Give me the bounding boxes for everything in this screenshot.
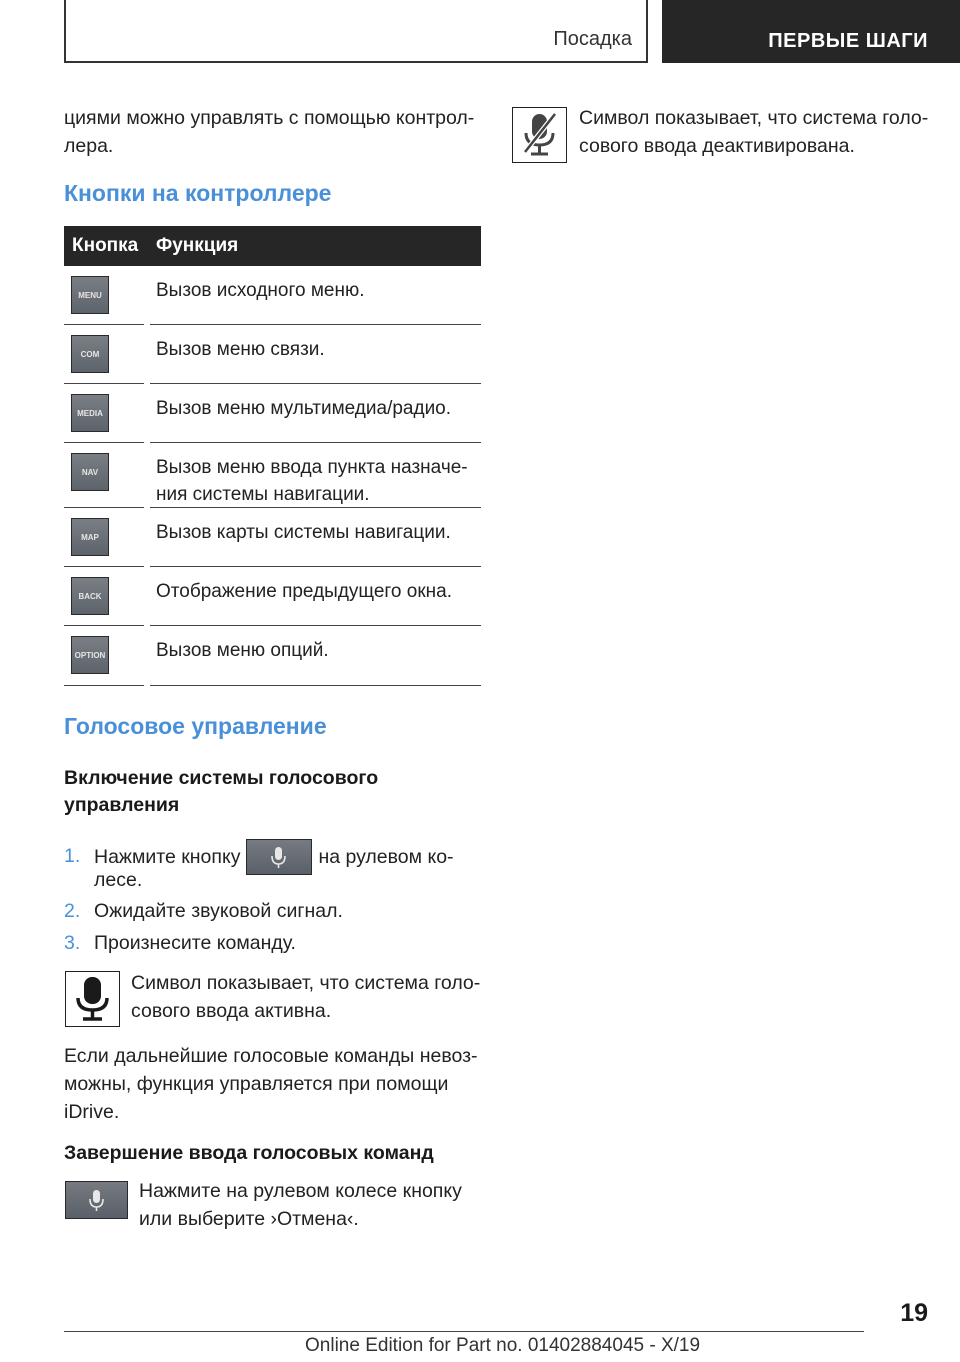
option-button-icon: OPTION	[71, 636, 109, 674]
header-chapter-title: ПЕРВЫЕ ШАГИ	[768, 30, 928, 52]
footer-divider	[64, 1331, 864, 1332]
page-number: 19	[900, 1299, 928, 1327]
table-row: MEDIA Вызов меню мультимедиа/радио.	[64, 384, 481, 443]
header-chapter-box	[662, 0, 960, 63]
col-button-header: Кнопка	[72, 235, 139, 256]
table-row: MENU Вызов исходного меню.	[64, 266, 481, 325]
microphone-icon	[247, 840, 311, 874]
buttons-heading: Кнопки на контроллере	[64, 180, 332, 206]
table-row: OPTION Вызов меню опций.	[64, 626, 481, 686]
header-section-title: Посадка	[553, 28, 632, 50]
table-row: BACK Отображение предыдущего окна.	[64, 567, 481, 626]
step-3: Произнесите команду.	[94, 932, 296, 954]
back-button-icon: BACK	[71, 577, 109, 615]
menu-button-icon: MENU	[71, 276, 109, 314]
step-number: 3.	[64, 932, 81, 954]
voice-inactive-symbol	[512, 107, 567, 163]
finish-instruction: Нажмите на рулевом колесе кнопку или выберите ›Отмена‹.	[139, 1180, 462, 1230]
step-number: 1.	[64, 845, 81, 867]
active-symbol-text: Символ показывает, что система голо- сового ввода активна.	[131, 972, 481, 1022]
table-row: COM Вызов меню связи.	[64, 325, 481, 384]
col-function-header: Функция	[156, 235, 239, 256]
media-button-icon: MEDIA	[71, 394, 109, 432]
table-row: MAP Вызов карты системы навигации.	[64, 508, 481, 567]
footer-edition: Online Edition for Part no. 01402884045 - X/19	[305, 1335, 701, 1356]
voice-button-image	[246, 839, 312, 875]
microphone-icon	[66, 1182, 127, 1218]
microphone-muted-icon	[513, 108, 566, 162]
table-row: NAV Вызов меню ввода пункта назначе- ния системы навигации.	[64, 443, 481, 508]
inactive-symbol-text: Символ показывает, что система голо- сового ввода деактивирована.	[579, 107, 929, 157]
nav-button-icon: NAV	[71, 453, 109, 491]
com-button-icon: COM	[71, 335, 109, 373]
table-header	[64, 226, 481, 266]
step-number: 2.	[64, 900, 81, 922]
enable-voice-title: Включение системы голосового управления	[64, 767, 379, 816]
microphone-active-icon	[66, 972, 119, 1026]
map-button-icon: MAP	[71, 518, 109, 556]
step-2: Ожидайте звуковой сигнал.	[94, 900, 343, 922]
finish-voice-title: Завершение ввода голосовых команд	[64, 1142, 434, 1164]
intro-text: циями можно управлять с помощью контрол- лера.	[64, 107, 475, 157]
header-section-box	[64, 0, 648, 63]
voice-button-image	[65, 1181, 128, 1219]
voice-heading: Голосовое управление	[64, 713, 327, 739]
voice-active-symbol	[65, 971, 120, 1027]
fallback-note: Если дальнейшие голосовые команды невоз- можны, функция управляется при помощи iDrive.	[64, 1045, 478, 1123]
step-1: Нажмите кнопку на рулевом ко-	[94, 825, 464, 889]
